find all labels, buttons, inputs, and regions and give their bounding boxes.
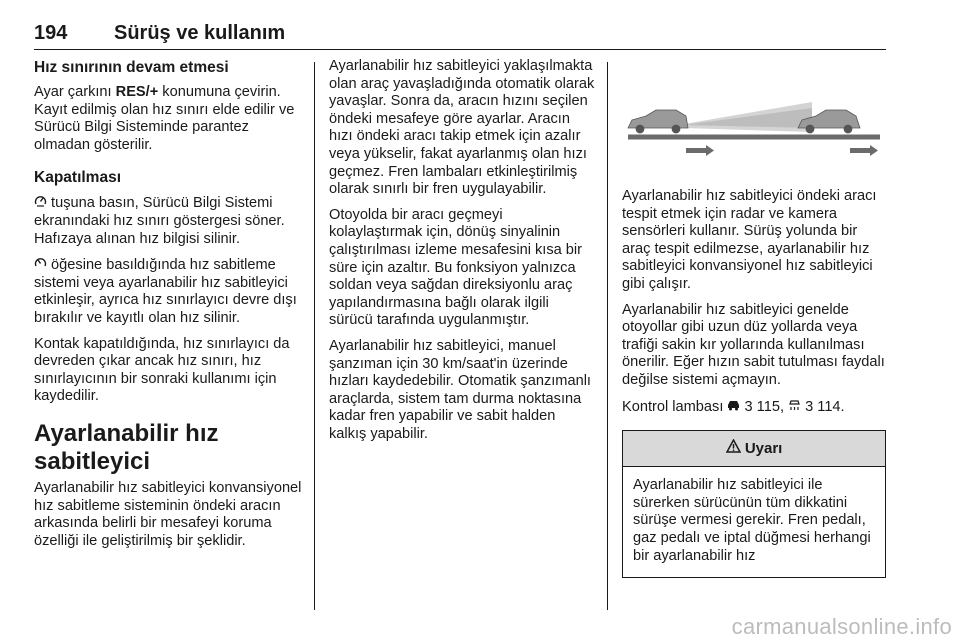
page-reference[interactable]: 3 115, [740,398,789,415]
section-heading: Kapatılması [34,169,122,187]
paragraph: Kontak kapatıldığında, hız sınırlayıcı da devreden çıkar ancak hız sınırı, hız sınırlayıcının bir sonraki kullanımı için kaydedilir. [34,335,290,405]
car-illustration [628,110,688,133]
paragraph: Ayarlanabilir hız sabitleyici, manuel şanzıman için 30 km/saat'in üzerinde hızları kaydedebilir. Otomatik şanzımanlı araçlarda, sistem tam durma noktasına kadar fren yapabilir ve sabit halden kalkış yapabilir. [329,337,591,442]
paragraph [622,398,886,417]
paragraph: Ayarlanabilir hız sabitleyici yaklaşılmakta olan araç yavaşladığında otomatik olarak yavaşlar. Sonra da, aracın hızını seçilen öndeki mesafeye göre ayarlar. Aracın hızı öndeki aracı takip etmek için azalır veya yükselir, fakat ayarlanmış olan hızı geçmez. Fren lambaları etkinleştirilmiş olarak sınırlı bir fren uygulayabilir. [329,58,595,198]
warning-triangle-icon [726,431,741,467]
paragraph: Ayarlanabilir hız sabitleyici konvansiyonel hız sabitleme sisteminin öndeki aracın arkasında belirli bir mesafeyi koruma özelliği ile geliştirilmiş bir şeklidir. [34,479,302,549]
paragraph [34,194,302,248]
paragraph: Ayarlanabilir hız sabitleyici genelde otoyollar gibi uzun düz yollarda veya trafiği sakin kır yollarında kullanılması önerilir. Eğer hızın sabit tutulması faydalı değilse sistemi açmayın. [622,301,885,388]
page-header [34,14,886,50]
vehicle-ahead-icon [788,398,801,416]
cruise-control-icon [34,256,47,274]
radar-beam [684,102,812,132]
column-divider [314,62,315,610]
paragraph [34,256,302,327]
control-label: RES/+ [115,84,159,100]
arrow-right-icon [850,145,878,156]
section-heading: Hız sınırının devam etmesi [34,59,229,76]
warning-title: Uyarı [744,440,783,458]
warning-text: Ayarlanabilir hız sabitleyici ile sürerken sürücünün tüm dikkatini sürüşe vermesi gerekir. Fren pedalı, gaz pedalı ve iptal düğmesi herhangi bir ayarlanabilir hız [633,477,871,564]
paragraph: Otoyolda bir aracı geçmeyi kolaylaştırmak için, dönüş sinyalinin çalıştırılması izleme mesafesini kısa bir süre için azaltır. Bu fonksiyon yalnızca soldan veya sağdan direksiyonlu araç yapılandırmasına bağlı olarak ilgili sürücü tarafında uygulanmıştır. [329,206,583,329]
column-divider [607,62,608,610]
section-title: Ayarlanabilir hız sabitleyici [34,419,219,475]
text: Ayar çarkını [34,84,116,100]
column-2 [329,58,595,451]
text: Kontrol lambası [622,398,728,415]
acc-illustration [622,58,886,178]
warning-header [623,431,885,467]
text: öğesine basıldığında hız sabitleme sistemi veya ayarlanabilir hız sabitleyici etkinleşir, ayrıca hız sınırlayıcı devre dışı bırakılır ve kayıtlı olan hız silinir. [34,257,297,326]
column-3 [622,58,886,578]
text: tuşuna basın, Sürücü Bilgi Sistemi ekranındaki hız sınırı göstergesi söner. Hafızaya alınan hız bilgisi silinir. [34,195,285,247]
page-reference[interactable]: 3 114. [801,398,845,415]
watermark: carmanualsonline.info [731,614,952,639]
car-icon [727,398,740,416]
arrow-right-icon [686,145,714,156]
speed-limiter-icon [34,194,47,212]
paragraph [34,84,302,154]
paragraph: Ayarlanabilir hız sabitleyici öndeki aracı tespit etmek için radar ve kamera sensörleri kullanır. Sürüş yolunda bir araç tespit edilmezse, ayarlanabilir hız sabitleyici konvansiyonel hız sabitleyici gibi çalışır. [622,188,877,292]
text: konumuna çevirin. Kayıt edilmiş olan hız sınırı elde edilir ve Sürücü Bilgi Sisteminde parantez olmadan gösterilir. [34,84,295,153]
page-number: 194 [34,22,68,44]
column-1 [34,58,302,558]
warning-box [622,430,886,578]
chapter-title: Sürüş ve kullanım [114,22,286,44]
